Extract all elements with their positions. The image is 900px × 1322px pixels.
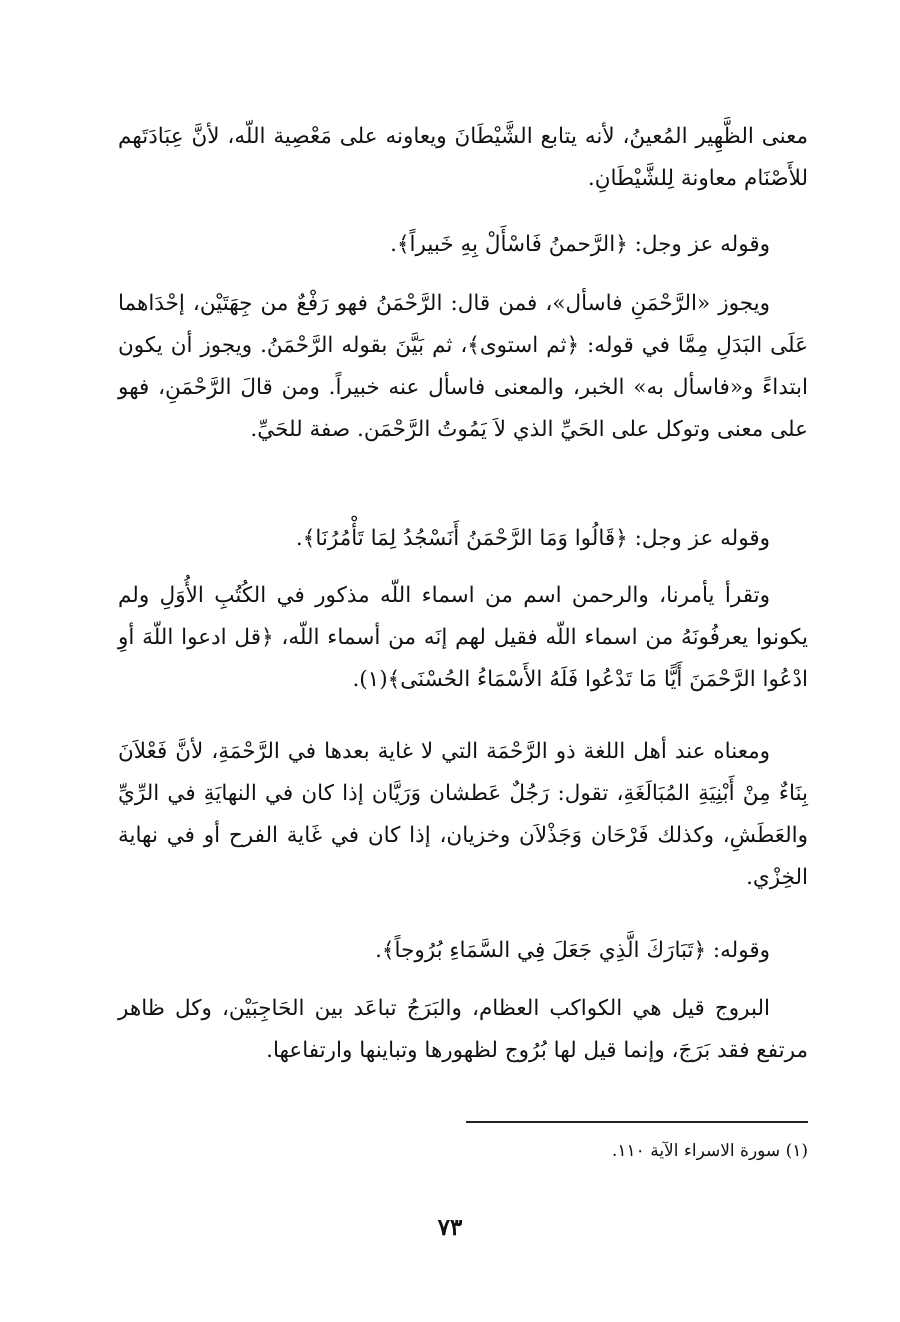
paragraph-text: وقوله عز وجل: ﴿الرَّحمنُ فَاسْأَلْ بِهِ خَبيراً﴾.: [390, 232, 770, 257]
paragraph-text: معنى الظَّهِير المُعينُ، لأنه يتابع الشَّيْطَانَ ويعاونه على مَعْصِية اللّه، لأنَّ عِبَادَتَهم للأَصْنَام معاونة لِلشَّيْطَانِ.: [118, 124, 808, 191]
paragraph-text: وقوله: ﴿تَبَارَكَ الَّذِي جَعَلَ فِي السَّمَاءِ بُرُوجاً﴾.: [375, 938, 770, 963]
verse-rahman-ask: [118, 224, 770, 266]
verse-do-we-prostrate: [118, 518, 770, 560]
paragraph-rahman-name: [118, 575, 808, 701]
paragraph-rahman-language: [118, 731, 808, 899]
paragraph-text: ومعناه عند أهل اللغة ذو الرَّحْمَة التي لا غاية بعدها في الرَّحْمَةِ، لأنَّ فَعْلاَنَ بِنَاءٌ مِنْ أَبْنِيَةِ المُبَالَغَةِ، تقول: رَجُلٌ عَطشان وَرَيَّان إذا كان في النهايَةِ في الرِّيِّ والعَطَشِ، وكذلك فَرْحَان وَجَذْلاَن وخزيان، إذا كان في غَاية الفرح أو في نهاية الخِزْي.: [118, 739, 808, 890]
paragraph-constellations: [118, 988, 808, 1072]
paragraph-zahir-meaning: [118, 116, 808, 200]
page-number: ٧٣: [437, 1214, 463, 1241]
paragraph-text: وتقرأ يأمرنا، والرحمن اسم من اسماء اللّه مذكور في الكُتُبِ الأُوَلِ ولم يكونوا يعرفُونَهُ من اسماء اللّه فقيل لهم إنَه من أسماء اللّه، ﴿قل ادعوا اللّهَ أوِ ادْعُوا الرَّحْمَنَ أَيًّا مَا تَدْعُوا فَلَهُ الأَسْمَاءُ الحُسْنَى﴾(١).: [118, 583, 808, 692]
paragraph-text: وقوله عز وجل: ﴿قَالُوا وَمَا الرَّحْمَنُ أَنَسْجُدُ لِمَا تَأْمُرُنَا﴾.: [295, 526, 770, 551]
footnote: (١) سورة الاسراء الآية ١١٠.: [611, 1141, 808, 1161]
verse-blessed-constellations: [118, 930, 770, 972]
paragraph-text: ويجوز «الرَّحْمَنِ فاسأل»، فمن قال: الرَّحْمَنُ فهو رَفْعٌ من جِهَتَيْن، إحْدَاهما عَلَى البَدَلِ مِمَّا في قوله: ﴿ثم استوى﴾، ثم بَيَّنَ بقوله الرَّحْمَنُ. ويجوز أن يكون ابتداءً و«فاسأل به» الخبر، والمعنى فاسأل عنه خبيراً. ومن قالَ الرَّحْمَنِ، فهو على معنى وتوكل على الحَيِّ الذي لاَ يَمُوتُ الرَّحْمَن. صفة للحَيِّ.: [118, 291, 808, 442]
paragraph-text: البروج قيل هي الكواكب العظام، والبَرَجُ تباعَد بين الحَاجِبَيْن، وكل ظاهر مرتفع فقد بَرَجَ، وإنما قيل لها بُرُوج لظهورها وتباينها وارتفاعها.: [118, 996, 808, 1063]
footnote-divider: [466, 1121, 808, 1123]
paragraph-grammar-rahman: [118, 283, 808, 451]
